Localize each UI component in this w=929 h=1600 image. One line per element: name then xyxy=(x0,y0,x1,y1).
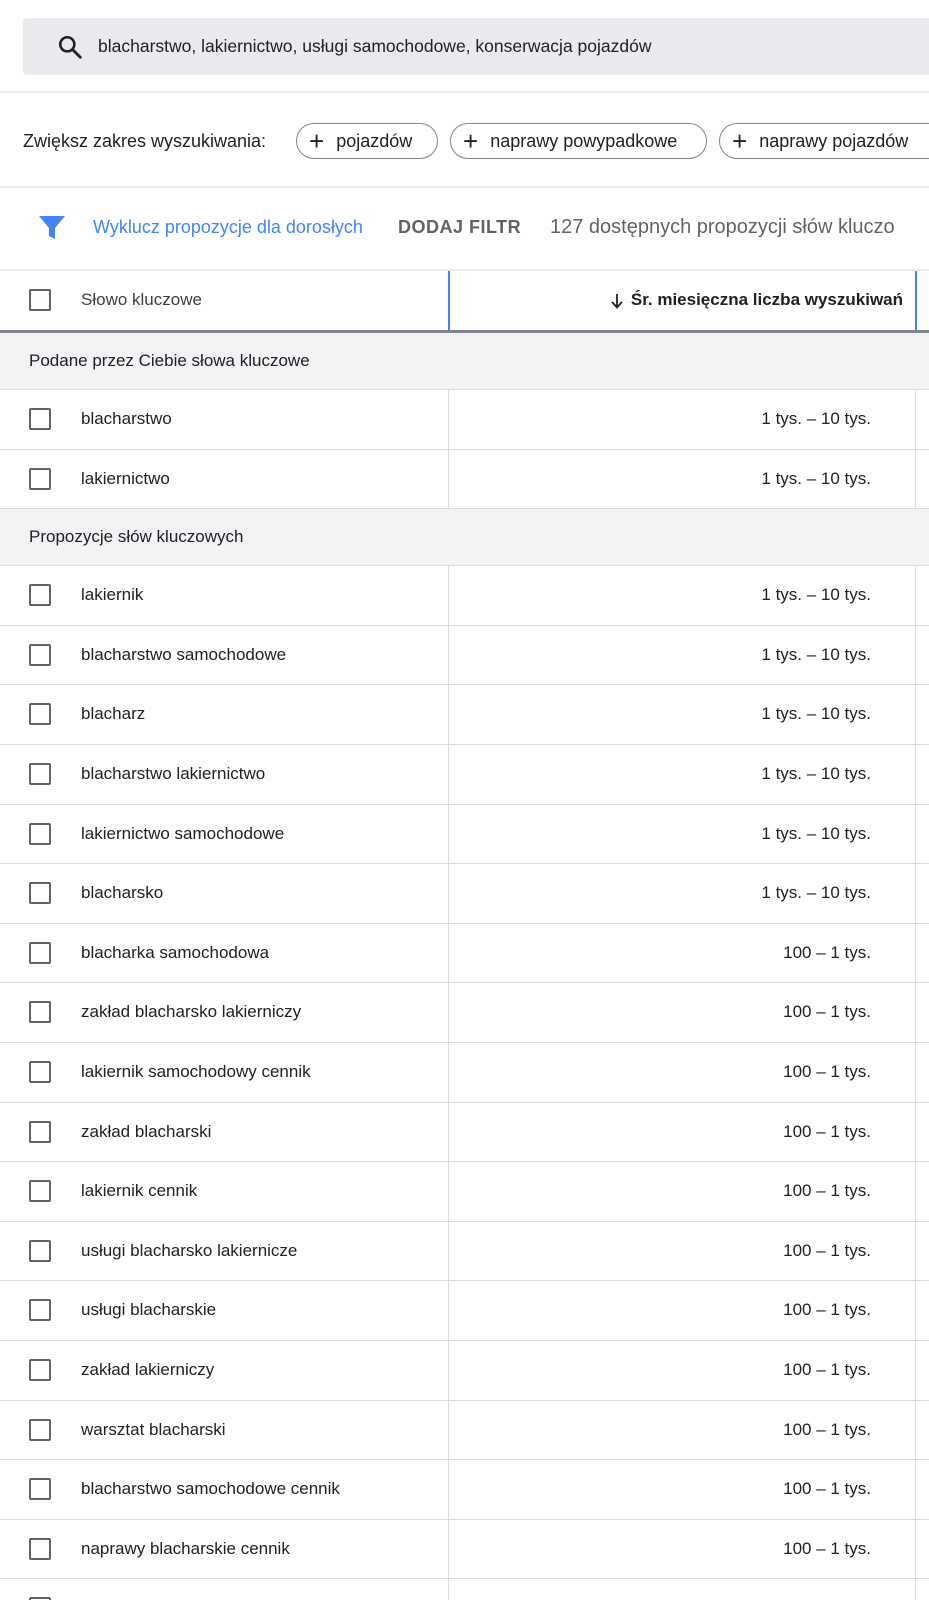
column-divider xyxy=(915,745,916,804)
keyword-cell: usługi blacharsko lakiernicze xyxy=(81,1240,298,1260)
keyword-table xyxy=(0,271,929,1600)
table-row[interactable] xyxy=(0,390,929,450)
column-divider xyxy=(915,1162,916,1221)
filter-icon[interactable] xyxy=(38,215,66,241)
column-divider xyxy=(448,1579,449,1600)
search-section xyxy=(0,0,929,93)
keyword-cell: warsztat blacharski xyxy=(81,1419,226,1439)
row-checkbox[interactable] xyxy=(29,942,51,964)
volume-cell: 100 – 1 tys. xyxy=(783,1300,871,1320)
broaden-search-row xyxy=(0,93,929,188)
column-divider xyxy=(915,864,916,923)
column-divider xyxy=(915,271,917,330)
volume-cell: 100 – 1 tys. xyxy=(783,1419,871,1439)
column-divider xyxy=(915,685,916,744)
column-divider xyxy=(915,450,916,509)
table-row[interactable] xyxy=(0,924,929,984)
column-divider xyxy=(448,271,450,330)
volume-cell: 100 – 1 tys. xyxy=(783,1538,871,1558)
volume-cell: 100 – 1 tys. xyxy=(783,1359,871,1379)
table-row[interactable] xyxy=(0,1103,929,1163)
volume-cell: 100 – 1 tys. xyxy=(783,1479,871,1499)
table-row[interactable] xyxy=(0,1222,929,1282)
keyword-cell: blacharz xyxy=(81,704,146,724)
column-divider xyxy=(448,1341,449,1400)
volume-cell: 1 tys. – 10 tys. xyxy=(761,883,871,903)
section-label: Podane przez Ciebie słowa kluczowe xyxy=(29,351,310,370)
column-divider xyxy=(915,626,916,685)
search-icon[interactable] xyxy=(57,34,83,60)
volume-cell: 100 – 1 tys. xyxy=(783,1121,871,1141)
add-filter-button[interactable]: DODAJ FILTR xyxy=(398,217,522,237)
table-row[interactable] xyxy=(0,1162,929,1222)
keyword-cell: naprawy blacharskie cennik xyxy=(81,1538,290,1558)
keyword-cell: lakiernik samochodowy cennik xyxy=(81,1061,311,1081)
filter-row xyxy=(0,188,929,271)
volume-cell: 100 – 1 tys. xyxy=(783,1181,871,1201)
broaden-chip-naprawy-powypadkowe[interactable] xyxy=(450,123,707,159)
column-divider xyxy=(448,626,449,685)
keyword-cell: blacharstwo samochodowe xyxy=(81,644,287,664)
table-row[interactable] xyxy=(0,1341,929,1401)
column-divider xyxy=(915,924,916,983)
select-all-checkbox[interactable] xyxy=(29,289,51,311)
search-bar[interactable] xyxy=(23,18,929,75)
volume-cell: 1 tys. – 10 tys. xyxy=(761,585,871,605)
broaden-chip-naprawy-pojazdow[interactable] xyxy=(719,123,929,159)
keyword-cell: blacharsko xyxy=(81,883,164,903)
column-divider xyxy=(915,1460,916,1519)
row-checkbox[interactable] xyxy=(29,1359,51,1381)
column-divider xyxy=(448,1103,449,1162)
row-checkbox[interactable] xyxy=(29,1538,51,1560)
volume-cell: 100 – 1 tys. xyxy=(783,1240,871,1260)
volume-cell: 1 tys. – 10 tys. xyxy=(761,704,871,724)
row-checkbox[interactable] xyxy=(29,882,51,904)
table-header-row xyxy=(0,271,929,333)
keyword-cell: usługi blacharskie xyxy=(81,1300,217,1320)
column-divider xyxy=(915,983,916,1042)
column-divider xyxy=(448,1162,449,1221)
column-divider xyxy=(448,685,449,744)
keyword-cell: lakiernictwo xyxy=(81,468,170,488)
column-divider xyxy=(448,864,449,923)
row-checkbox[interactable] xyxy=(29,1478,51,1500)
column-header-avg-monthly-label: Śr. miesięczna liczba wyszukiwań xyxy=(630,290,903,309)
table-row[interactable] xyxy=(0,1043,929,1103)
row-checkbox[interactable] xyxy=(29,408,51,430)
column-divider xyxy=(915,805,916,864)
column-divider xyxy=(448,1460,449,1519)
column-divider xyxy=(448,390,449,449)
column-divider xyxy=(915,1579,916,1600)
column-divider xyxy=(915,1103,916,1162)
keyword-cell: blacharstwo samochodowe cennik xyxy=(81,1479,340,1499)
table-row[interactable] xyxy=(0,864,929,924)
keyword-cell: zakład blacharsko lakierniczy xyxy=(81,1002,302,1022)
exclude-adult-link[interactable]: Wyklucz propozycje dla dorosłych xyxy=(93,217,363,237)
plus-icon: + xyxy=(309,126,325,156)
chip-label: pojazdów xyxy=(336,130,413,151)
search-input[interactable]: blacharstwo, lakiernictwo, usługi samochodowe, konserwacja pojazdów xyxy=(98,36,652,56)
row-checkbox[interactable] xyxy=(29,584,51,606)
row-checkbox[interactable] xyxy=(29,823,51,845)
column-divider xyxy=(448,1520,449,1579)
row-checkbox[interactable] xyxy=(29,1419,51,1441)
table-row[interactable] xyxy=(0,1281,929,1341)
row-checkbox[interactable] xyxy=(29,1180,51,1202)
table-row[interactable] xyxy=(0,1520,929,1580)
section-header-suggestions xyxy=(0,509,929,566)
broaden-chip-pojazdow[interactable] xyxy=(296,123,438,159)
plus-icon: + xyxy=(732,126,748,156)
column-divider xyxy=(448,805,449,864)
keyword-cell: lakiernictwo samochodowe xyxy=(81,823,285,843)
section-header-provided xyxy=(0,333,929,390)
keyword-cell: lakiernik cennik xyxy=(81,1181,198,1201)
column-divider xyxy=(448,924,449,983)
column-divider xyxy=(915,1341,916,1400)
column-divider xyxy=(915,1222,916,1281)
keyword-cell: blacharstwo lakiernictwo xyxy=(81,763,266,783)
volume-cell: 1 tys. – 10 tys. xyxy=(761,468,871,488)
keyword-cell: lakiernik xyxy=(81,585,144,605)
column-divider xyxy=(448,1043,449,1102)
column-divider xyxy=(915,1520,916,1579)
table-row[interactable] xyxy=(0,745,929,805)
column-divider xyxy=(448,745,449,804)
column-divider xyxy=(448,983,449,1042)
row-checkbox[interactable] xyxy=(29,1240,51,1262)
volume-cell: 1 tys. – 10 tys. xyxy=(761,823,871,843)
column-header-avg-monthly[interactable] xyxy=(609,271,903,329)
chip-label: naprawy powypadkowe xyxy=(490,130,678,151)
row-checkbox[interactable] xyxy=(29,763,51,785)
keyword-cell: blacharstwo xyxy=(81,409,172,428)
table-row[interactable] xyxy=(0,685,929,745)
column-divider xyxy=(448,1281,449,1340)
column-header-keyword[interactable]: Słowo kluczowe xyxy=(81,290,202,309)
volume-cell: 100 – 1 tys. xyxy=(783,942,871,962)
column-divider xyxy=(448,450,449,509)
volume-cell: 1 tys. – 10 tys. xyxy=(761,763,871,783)
keyword-cell: blacharka samochodowa xyxy=(81,942,270,962)
volume-cell: 100 – 1 tys. xyxy=(783,1002,871,1022)
table-row[interactable] xyxy=(0,626,929,686)
volume-cell: 1 tys. – 10 tys. xyxy=(761,644,871,664)
row-checkbox[interactable] xyxy=(29,1121,51,1143)
volume-cell: 100 – 1 tys. xyxy=(783,1061,871,1081)
column-divider xyxy=(915,390,916,449)
row-checkbox[interactable] xyxy=(29,468,51,490)
section-label: Propozycje słów kluczowych xyxy=(29,527,244,547)
row-checkbox[interactable] xyxy=(29,1061,51,1083)
table-row[interactable] xyxy=(0,566,929,626)
column-divider xyxy=(915,566,916,625)
column-divider xyxy=(915,1401,916,1460)
column-divider xyxy=(915,1043,916,1102)
column-divider xyxy=(448,1222,449,1281)
chip-label: naprawy pojazdów xyxy=(759,130,909,151)
sort-down-icon xyxy=(609,292,625,310)
row-checkbox[interactable] xyxy=(29,1299,51,1321)
table-row[interactable] xyxy=(0,450,929,510)
broaden-label: Zwiększ zakres wyszukiwania: xyxy=(23,131,267,151)
column-divider xyxy=(448,566,449,625)
row-checkbox[interactable] xyxy=(29,1001,51,1023)
keyword-cell: zakład lakierniczy xyxy=(81,1359,215,1379)
keyword-cell: zakład blacharski xyxy=(81,1121,212,1141)
row-checkbox[interactable] xyxy=(29,703,51,725)
plus-icon: + xyxy=(463,126,479,156)
table-row[interactable] xyxy=(0,1401,929,1461)
column-divider xyxy=(915,1281,916,1340)
available-count: 127 dostępnych propozycji słów kluczo xyxy=(550,216,895,238)
column-divider xyxy=(448,1401,449,1460)
row-checkbox[interactable] xyxy=(29,644,51,666)
table-row[interactable] xyxy=(0,983,929,1043)
volume-cell: 1 tys. – 10 tys. xyxy=(761,409,871,428)
table-row[interactable] xyxy=(0,1460,929,1520)
table-row[interactable] xyxy=(0,805,929,865)
table-row-partial[interactable] xyxy=(0,1579,929,1600)
